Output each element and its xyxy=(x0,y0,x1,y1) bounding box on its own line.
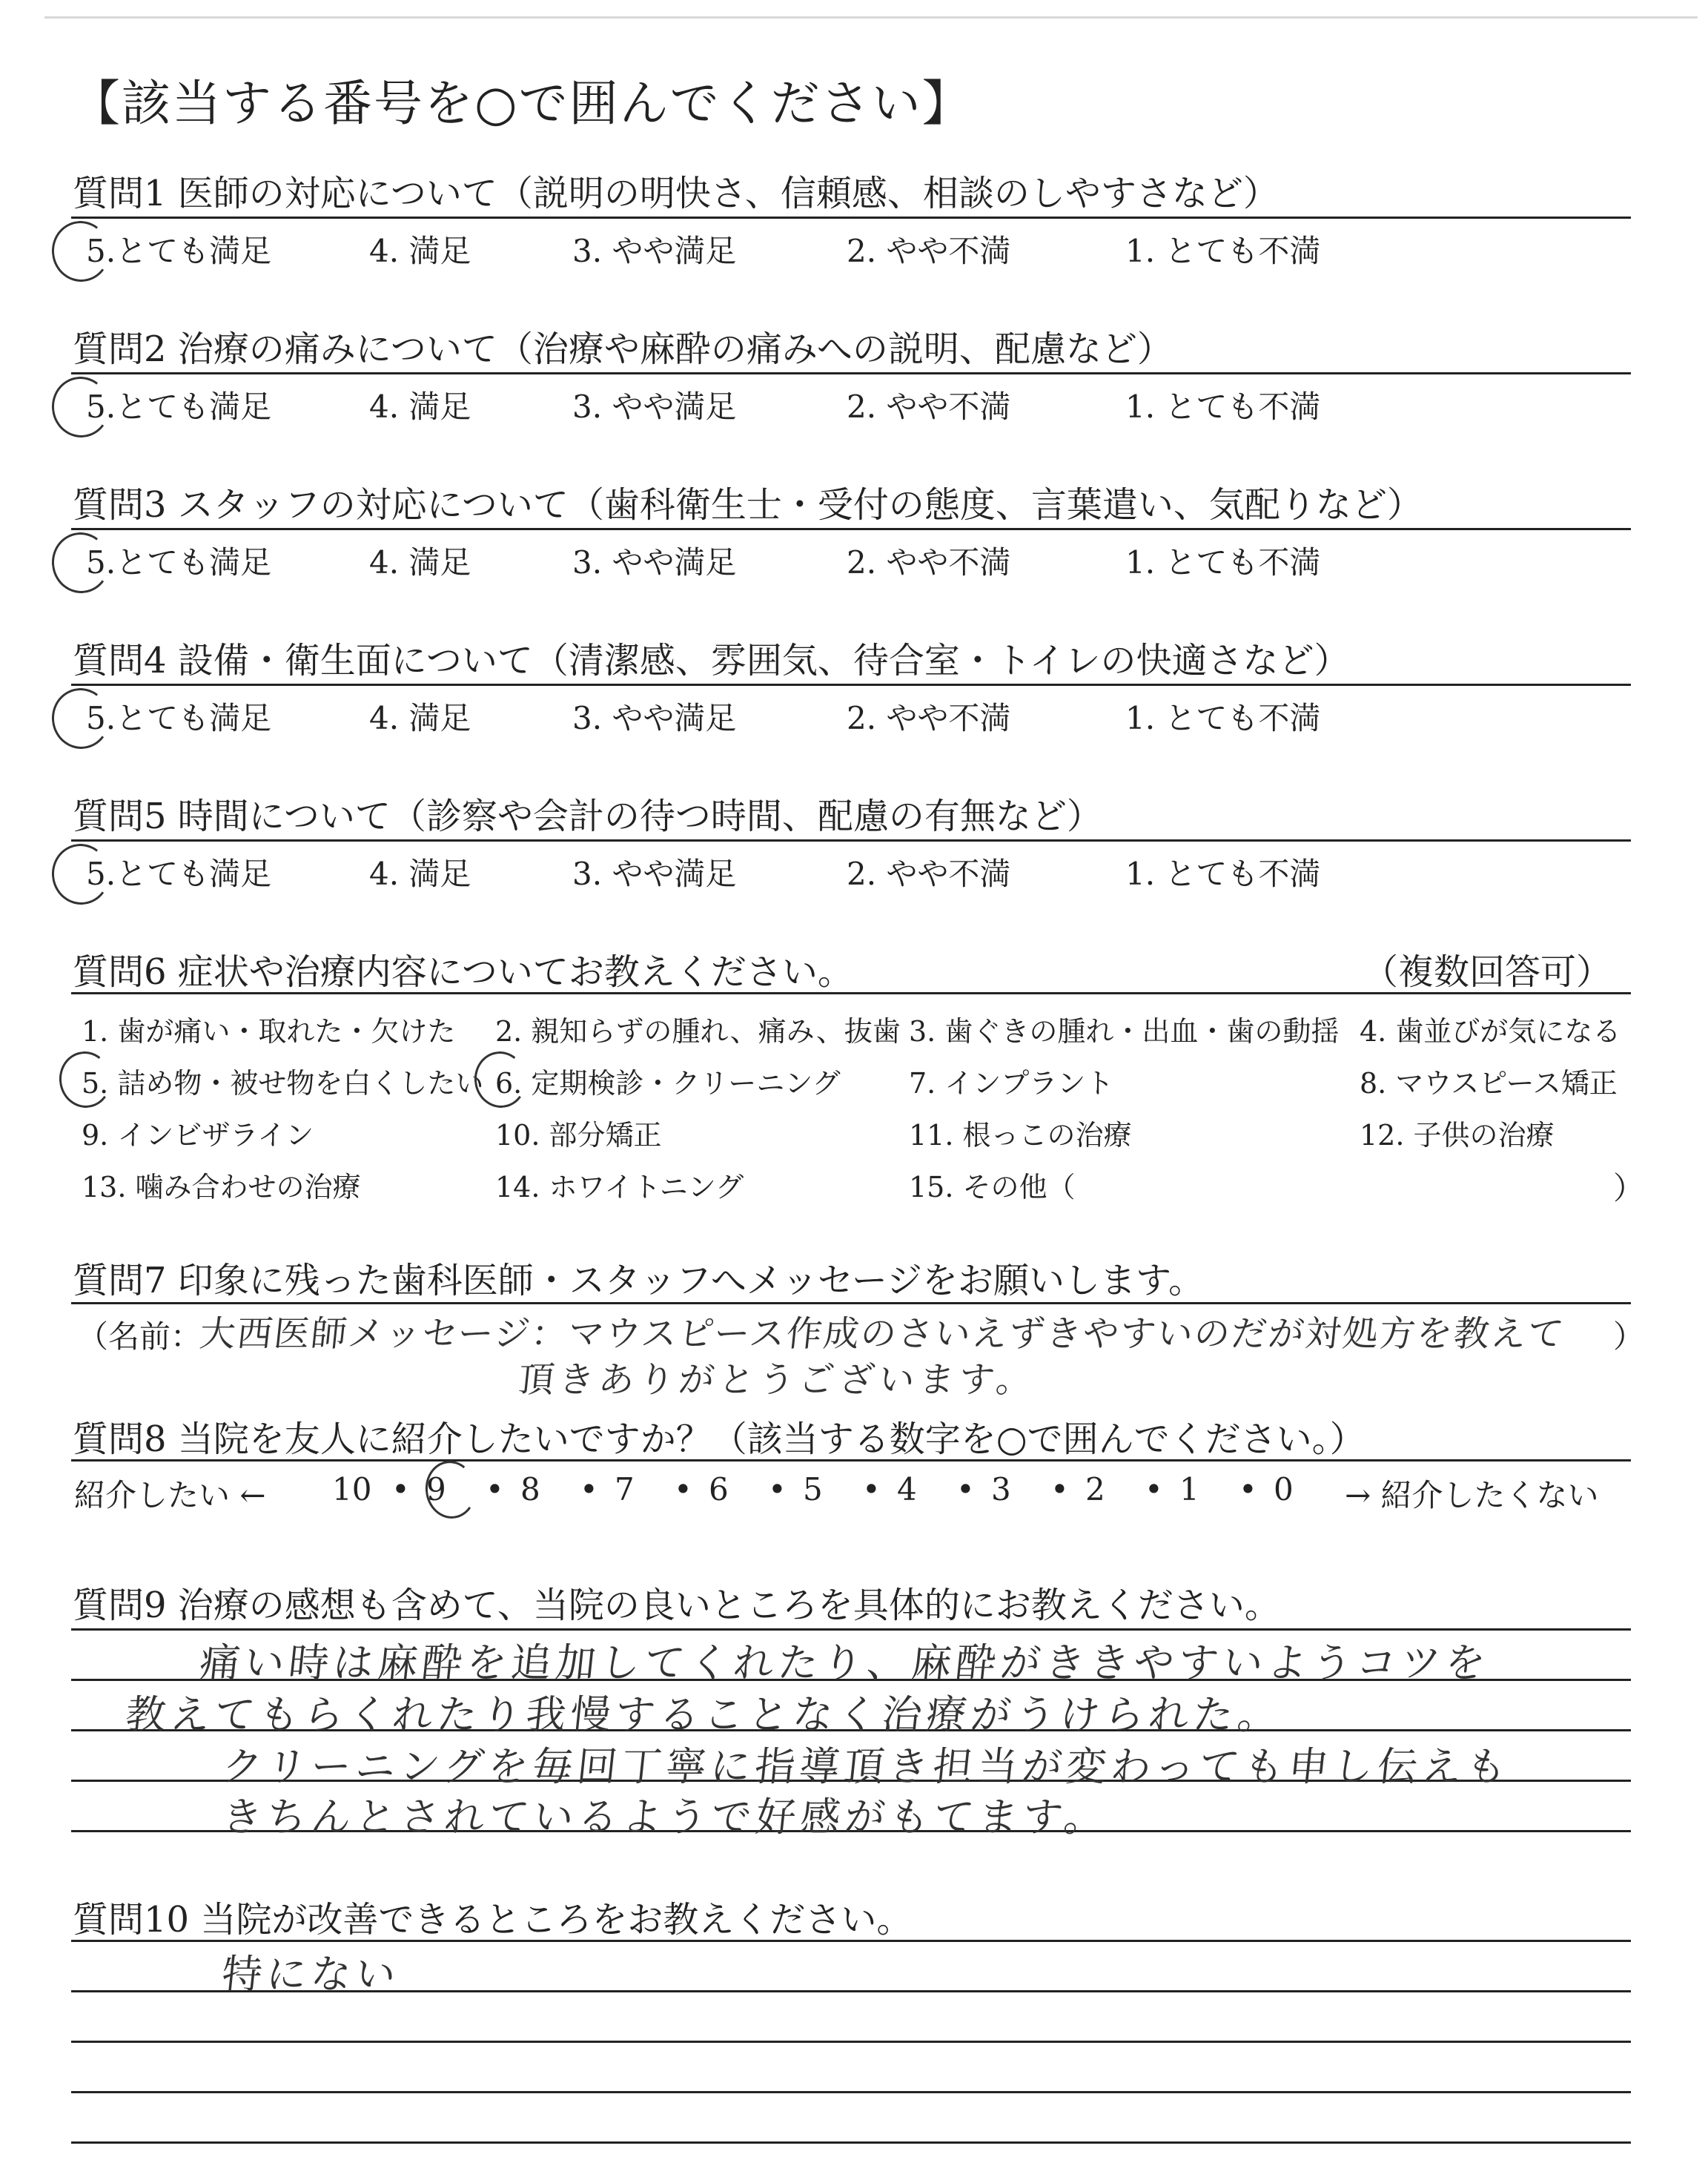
q5-option-3[interactable]: 3. やや満足 xyxy=(572,856,737,892)
q6-option-8[interactable]: 8. マウスピース矯正 xyxy=(1360,1067,1618,1100)
q1-option-2[interactable]: 2. やや不満 xyxy=(847,233,1011,269)
q8-scale-separator: • xyxy=(486,1471,504,1507)
q8-circle-9 xyxy=(422,1458,480,1522)
q8-scale-separator: • xyxy=(391,1471,410,1507)
q6-option-7[interactable]: 7. インプラント xyxy=(909,1067,1114,1100)
q1-rule xyxy=(71,217,1631,219)
q7-handwritten-line2: 頂きありがとうございます。 xyxy=(516,1359,1039,1401)
q2-option-3[interactable]: 3. やや満足 xyxy=(572,389,737,425)
q6-option-15[interactable]: 15. その他（ xyxy=(909,1171,1076,1203)
q1-option-3[interactable]: 3. やや満足 xyxy=(572,233,737,269)
q3-option-2[interactable]: 2. やや不満 xyxy=(847,544,1011,581)
q1-option-5[interactable]: 5.とても満足 xyxy=(86,233,272,269)
q1-option-1[interactable]: 1. とても不満 xyxy=(1125,233,1321,269)
q8-scale-5[interactable]: 5 xyxy=(803,1471,823,1507)
q9-line-4: きちんとされているようで好感がもてます。 xyxy=(219,1794,1111,1840)
q8-scale-separator: • xyxy=(580,1471,598,1507)
q5-option-1[interactable]: 1. とても不満 xyxy=(1125,856,1321,892)
q8-right-label: → 紹介したくない xyxy=(1345,1477,1599,1513)
q8-scale-separator: • xyxy=(768,1471,787,1507)
q6-option-4[interactable]: 4. 歯並びが気になる xyxy=(1360,1015,1621,1048)
q5-rule xyxy=(71,839,1631,842)
q2-label: 質問2 治療の痛みについて（治療や麻酔の痛みへの説明、配慮など） xyxy=(73,328,1173,370)
q6-rule xyxy=(71,992,1631,994)
q6-option-14[interactable]: 14. ホワイトニング xyxy=(495,1171,744,1203)
q6-other-close-paren: ） xyxy=(1613,1170,1645,1206)
q10-line-1: 特にない xyxy=(219,1951,403,1998)
q2-option-1[interactable]: 1. とても不満 xyxy=(1125,389,1321,425)
q2-option-4[interactable]: 4. 満足 xyxy=(369,389,471,425)
q5-label: 質問5 時間について（診察や会計の待つ時間、配慮の有無など） xyxy=(73,796,1102,837)
q6-label: 質問6 症状や治療内容についてお教えください。 xyxy=(73,951,853,993)
q7-handwritten-line1: 大西医師メッセージ：マウスピース作成のさいえずきやすいのだが対処方を教えて xyxy=(197,1313,1567,1355)
q9-label: 質問9 治療の感想も含めて、当院の良いところを具体的にお教えください。 xyxy=(73,1585,1280,1626)
q8-scale-separator: • xyxy=(1145,1471,1163,1507)
q9-line-1: 痛い時は麻酔を追加してくれたり、麻酔がききやすいようコツを xyxy=(197,1639,1492,1686)
q6-option-13[interactable]: 13. 噛み合わせの治療 xyxy=(82,1171,361,1203)
q10-rule-3 xyxy=(71,2041,1631,2043)
q1-option-4[interactable]: 4. 満足 xyxy=(369,233,471,269)
q5-option-2[interactable]: 2. やや不満 xyxy=(847,856,1011,892)
q4-option-2[interactable]: 2. やや不満 xyxy=(847,700,1011,736)
q9-rule-1 xyxy=(71,1628,1631,1631)
q8-scale-0[interactable]: 0 xyxy=(1274,1471,1294,1507)
q9-line-3: クリーニングを毎回丁寧に指導頂き担当が変わっても申し伝えも xyxy=(219,1743,1514,1790)
q8-rule xyxy=(71,1459,1631,1462)
q6-option-6[interactable]: 6. 定期検診・クリーニング xyxy=(495,1067,841,1100)
q4-label: 質問4 設備・衛生面について（清潔感、雰囲気、待合室・トイレの快適さなど） xyxy=(73,640,1350,681)
q7-close-paren: ） xyxy=(1613,1318,1645,1355)
q8-scale-4[interactable]: 4 xyxy=(897,1471,917,1507)
q8-left-label: 紹介したい ← xyxy=(74,1477,266,1513)
q8-scale-8[interactable]: 8 xyxy=(520,1471,540,1507)
q10-rule-5 xyxy=(71,2141,1631,2144)
q7-name-prefix: （名前： xyxy=(77,1318,202,1355)
q8-label: 質問8 当院を友人に紹介したいですか？（該当する数字を○で囲んでください。） xyxy=(73,1418,1366,1460)
q2-option-5[interactable]: 5.とても満足 xyxy=(86,389,272,425)
q3-label: 質問3 スタッフの対応について（歯科衛生士・受付の態度、言葉遣い、気配りなど） xyxy=(73,484,1423,526)
q7-rule xyxy=(71,1302,1631,1304)
q6-circle-6 xyxy=(471,1048,530,1111)
q10-rule-4 xyxy=(71,2091,1631,2093)
q8-scale-7[interactable]: 7 xyxy=(615,1471,635,1507)
q3-option-1[interactable]: 1. とても不満 xyxy=(1125,544,1321,581)
q4-option-3[interactable]: 3. やや満足 xyxy=(572,700,737,736)
q2-rule xyxy=(71,372,1631,374)
q8-scale-separator: • xyxy=(674,1471,692,1507)
q6-option-10[interactable]: 10. 部分矯正 xyxy=(495,1119,662,1152)
top-border xyxy=(44,16,1698,19)
q8-scale-3[interactable]: 3 xyxy=(991,1471,1011,1507)
q1-label: 質問1 医師の対応について（説明の明快さ、信頼感、相談のしやすさなど） xyxy=(73,173,1279,214)
q8-scale-separator: • xyxy=(1239,1471,1257,1507)
q8-scale-separator: • xyxy=(956,1471,975,1507)
q8-scale-2[interactable]: 2 xyxy=(1085,1471,1105,1507)
q8-scale-separator: • xyxy=(862,1471,881,1507)
q3-option-3[interactable]: 3. やや満足 xyxy=(572,544,737,581)
q3-rule xyxy=(71,528,1631,530)
q2-option-2[interactable]: 2. やや不満 xyxy=(847,389,1011,425)
q8-scale-1[interactable]: 1 xyxy=(1179,1471,1199,1507)
q6-option-9[interactable]: 9. インビザライン xyxy=(82,1119,314,1152)
q8-scale-6[interactable]: 6 xyxy=(709,1471,729,1507)
q6-option-1[interactable]: 1. 歯が痛い・取れた・欠けた xyxy=(82,1015,456,1048)
q3-option-4[interactable]: 4. 満足 xyxy=(369,544,471,581)
q6-option-5[interactable]: 5. 詰め物・被せ物を白くしたい xyxy=(82,1067,484,1100)
q10-label: 質問10 当院が改善できるところをお教えください。 xyxy=(73,1899,913,1941)
q4-rule xyxy=(71,684,1631,686)
q9-line-2: 教えてもらくれたり我慢することなく治療がうけられた。 xyxy=(123,1691,1285,1738)
q6-option-12[interactable]: 12. 子供の治療 xyxy=(1360,1119,1555,1152)
q5-option-5[interactable]: 5.とても満足 xyxy=(86,856,272,892)
q5-option-4[interactable]: 4. 満足 xyxy=(369,856,471,892)
q8-scale-9[interactable]: 9 xyxy=(426,1471,446,1507)
q6-option-11[interactable]: 11. 根っこの治療 xyxy=(909,1119,1132,1152)
q6-circle-5 xyxy=(56,1048,115,1111)
q6-option-2[interactable]: 2. 親知らずの腫れ、痛み、抜歯 xyxy=(495,1015,901,1048)
q6-multi-note: （複数回答可） xyxy=(1363,951,1612,993)
q4-option-4[interactable]: 4. 満足 xyxy=(369,700,471,736)
q3-option-5[interactable]: 5.とても満足 xyxy=(86,544,272,581)
q8-scale-separator: • xyxy=(1050,1471,1069,1507)
q10-rule-1 xyxy=(71,1940,1631,1942)
q4-option-1[interactable]: 1. とても不満 xyxy=(1125,700,1321,736)
q4-option-5[interactable]: 5.とても満足 xyxy=(86,700,272,736)
page-title: 【該当する番号を○で囲んでください】 xyxy=(71,75,973,132)
q7-label: 質問7 印象に残った歯科医師・スタッフへメッセージをお願いします。 xyxy=(73,1260,1205,1301)
q8-scale-10[interactable]: 10 xyxy=(332,1471,372,1507)
q6-option-3[interactable]: 3. 歯ぐきの腫れ・出血・歯の動揺 xyxy=(909,1015,1340,1048)
